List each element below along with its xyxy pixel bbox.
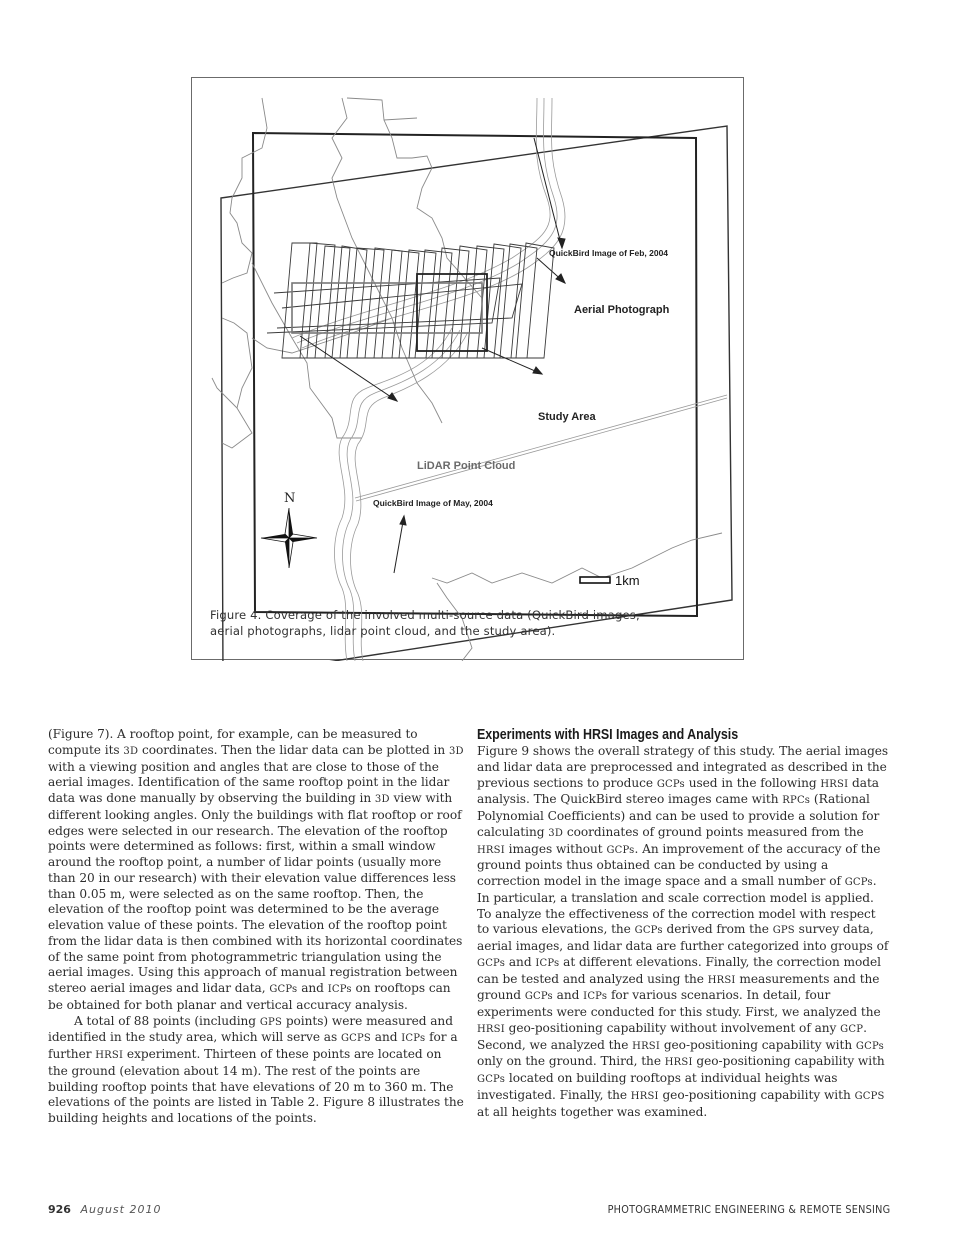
- journal-name: PHOTOGRAMMETRIC ENGINEERING & REMOTE SENSING: [607, 1203, 890, 1216]
- acronym: GCPS: [854, 1090, 885, 1102]
- acronym: HRSI: [95, 1050, 124, 1061]
- quickbird-may-frame: [253, 133, 697, 616]
- left-paragraph-1: (Figure 7). A rooftop point, for example, can be measured to compute its 3D coordinates. Then the lidar data can be plotted in 3D with a viewing position and angles that are close to those of the aerial images. Identification of the same rooftop point in the lidar data was done manually by observing the building in 3D view with different looking angles. Only the buildings with flat rooftop or roof edges were selected in our research. The elevation of the rooftop points were determined as follows: first, within a small window around the rooftop point, a number of lidar points (usually more than 20 in our research) with their elevation value differences less than 0.05 m, were selected as on the same rooftop. Then, the elevation of the rooftop point was determined to be the average elevation value of these points. The elevation of the rooftop point from the lidar data is then combined with its horizontal coordinates of the same point from photogrammetric triangulation using the aerial images. Using this approach of manual registration between stereo aerial images and lidar data, GCPs and ICPs on rooftops can be obtained for both planar and vertical accuracy analysis.: [48, 727, 464, 1012]
- acronym: ICPs: [401, 1033, 426, 1045]
- figure-caption: [210, 608, 730, 639]
- footer-left: [48, 1203, 161, 1216]
- caption-line-1: Figure 4. Coverage of the involved multi-source data (QuickBird images,: [210, 608, 640, 622]
- acronym: GCPs: [606, 844, 635, 856]
- acronym: RPCs: [782, 795, 811, 807]
- label-study-area: Study Area: [538, 411, 596, 423]
- acronym: HRSI: [632, 1040, 661, 1052]
- acronym: GCPs: [634, 925, 663, 937]
- acronym: GCP: [840, 1023, 864, 1035]
- right-paragraph-1: Figure 9 shows the overall strategy of this study. The aerial images and lidar data are preprocessed and integrated as described in the previous sections to produce GCPs used in the following HRSI data analysis. The QuickBird stereo images came with RPCs (Rational Polynomial Coefficients) and can be used to provide a solution for calculating 3D coordinates of ground points measured from the HRSI images without GCPs. An improvement of the accuracy of the ground points thus obtained can be conducted by using a correction model in the image space and a small number of GCPs. In particular, a translation and scale correction model is applied. To analyze the effectiveness of the correction model with respect to various elevations, the GCPs derived from the GPS survey data, aerial images, and lidar data are further categorized into groups of GCPs and ICPs at different elevations. Finally, the correction model can be tested and analyzed using the HRSI measurements and the ground GCPs and ICPs for various scenarios. In detail, four experiments were conducted for this study. First, we analyzed the HRSI geo-positioning capability without involvement of any GCP. Second, we analyzed the HRSI geo-positioning capability with GCPs only on the ground. Third, the HRSI geo-positioning capability with GCPs located on building rooftops at individual heights was investigated. Finally, the HRSI geo-positioning capability with GCPS at all heights together was examined.: [477, 744, 889, 1119]
- issue-date: August 2010: [80, 1203, 162, 1216]
- aerial-photographs: [267, 243, 554, 358]
- acronym: GCPs: [844, 877, 873, 888]
- acronym: HRSI: [707, 974, 736, 986]
- acronym: HRSI: [820, 778, 849, 790]
- acronym: 3D: [548, 827, 564, 839]
- label-lidar-point-cloud: LiDAR Point Cloud: [417, 460, 516, 472]
- acronym: ICPs: [535, 957, 560, 969]
- boundary-lines: [212, 98, 722, 661]
- acronym: 3D: [448, 745, 464, 757]
- label-quickbird-may: QuickBird Image of May, 2004: [373, 498, 493, 508]
- coverage-map: [192, 78, 745, 661]
- right-column: [477, 727, 891, 1120]
- north-arrow-icon: [261, 508, 317, 568]
- acronym: ICPs: [583, 991, 608, 1003]
- acronym: HRSI: [477, 844, 505, 856]
- acronym: HRSI: [664, 1057, 693, 1069]
- acronym: GCPs: [524, 991, 553, 1003]
- acronym: GCPs: [477, 1074, 506, 1085]
- acronym: GPS: [259, 1016, 283, 1028]
- acronym: HRSI: [477, 1023, 505, 1035]
- label-quickbird-feb: QuickBird Image of Feb, 2004: [549, 248, 669, 258]
- acronym: GCPs: [269, 984, 298, 995]
- acronym: GPS: [772, 925, 795, 937]
- acronym: GCPs: [656, 778, 685, 790]
- section-heading: Experiments with HRSI Images and Analysis: [477, 727, 739, 743]
- acronym: GCPs: [477, 957, 506, 969]
- left-paragraph-2: A total of 88 points (including GPS points) were measured and identified in the study area, which will serve as GCPS and ICPs for a further HRSI experiment. Thirteen of these points are located on the ground (elevation about 14 m). The rest of the points are building rooftop points that have elevations of 20 m to 360 m. The elevations of the points are listed in Table 2. Figure 8 illustrates the building heights and locations of the points.: [48, 1013, 464, 1125]
- quickbird-feb-frame: [221, 126, 732, 661]
- figure-4: [191, 77, 744, 660]
- page-number: 926: [48, 1203, 71, 1216]
- caption-line-2: aerial photographs, lidar point cloud, and the study area).: [210, 623, 556, 638]
- north-label: N: [284, 491, 296, 506]
- acronym: HRSI: [630, 1090, 659, 1102]
- scale-bar-label: 1km: [615, 573, 640, 588]
- acronym: 3D: [374, 794, 390, 805]
- left-column: [48, 727, 464, 1127]
- acronym: 3D: [123, 745, 139, 757]
- acronym: ICPs: [327, 984, 352, 995]
- acronym: GCPs: [855, 1040, 884, 1052]
- label-aerial-photograph: Aerial Photograph: [574, 304, 670, 316]
- scale-bar-icon: [580, 577, 610, 583]
- acronym: GCPS: [340, 1033, 371, 1045]
- river: [292, 98, 727, 661]
